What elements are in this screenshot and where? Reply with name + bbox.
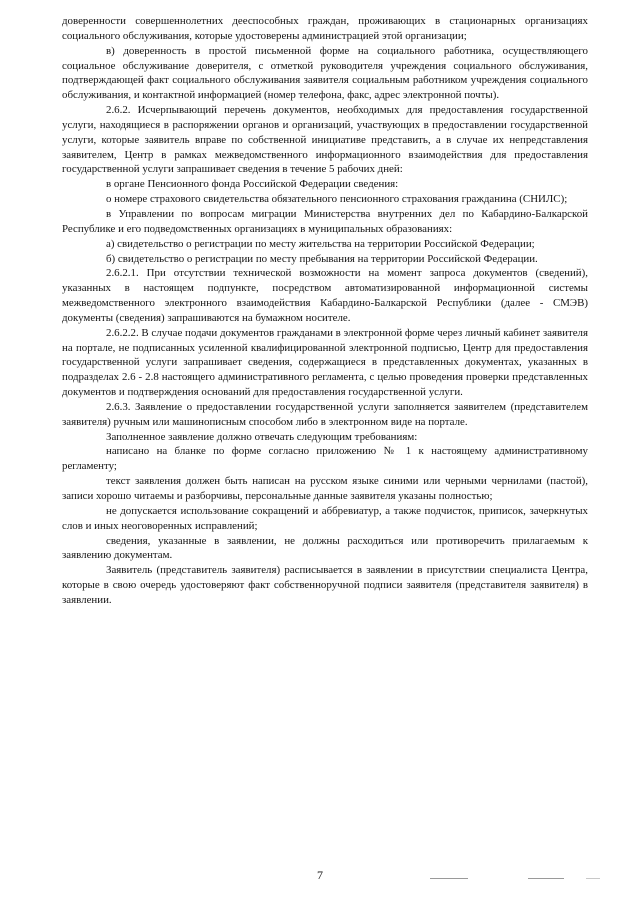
scan-artifact-line [528,878,564,879]
paragraph: б) свидетельство о регистрации по месту пребывания на территории Российской Федерации. [106,252,538,265]
paragraph: 2.6.2. Исчерпывающий перечень документов, необходимых для предоставления государственной услуги, находящиеся в распоряжении органов и организаций, участвующих в предоставлении государственной услуги, которые заявитель вправе по собственной инициативе представить, а в случае их непредставления заявителем, Центр в рамках межведомственного информационного взаимодействия для предоставления государственной услуги запрашивает сведения в течение 5 рабочих дней: [62,104,588,176]
paragraph: не допускается использование сокращений и аббревиатур, а также подчисток, приписок, зачеркнутых слов и иных неоговоренных исправлений; [62,504,588,532]
paragraph: в органе Пенсионного фонда Российской Федерации сведения: [106,178,399,191]
paragraph: доверенности совершеннолетних дееспособных граждан, проживающих в стационарных организациях социального обслуживания, которые удостоверены администрацией этой организации; [62,15,588,42]
document-body [62,14,588,608]
paragraph: 2.6.2.1. При отсутствии технической возможности на момент запроса документов (сведений), указанных в настоящем подпункте, посредством автоматизированной информационной системы межведомственного электронного взаимодействия Кабардино-Балкарской Республики (далее - СМЭВ) документы (сведения) запрашиваются на бумажном носителе. [62,267,588,324]
paragraph: 2.6.3. Заявление о предоставлении государственной услуги заполняется заявителем (представителем заявителя) ручным или машинописным способом либо в электронном виде на портале. [62,400,588,428]
paragraph: Заполненное заявление должно отвечать следующим требованиям: [106,430,418,443]
page-number: 7 [317,868,323,882]
paragraph: о номере страхового свидетельства обязательного пенсионного страхования гражданина (СНИЛС); [106,193,568,206]
scan-artifact-line [586,878,600,879]
paragraph: 2.6.2.2. В случае подачи документов гражданами в электронной форме через личный кабинет заявителя на портале, не подписанных усиленной квалифицированной электронной подписью, Центр для предоставления государственной услуги запрашивает сведения, содержащиеся в представленных документах, указанных в подразделах 2.6 - 2.8 настоящего административного регламента, с целью проведения проверки представленных документов и подтверждения оснований для предоставления государственной услуги. [62,326,588,399]
paragraph: сведения, указанные в заявлении, не должны расходиться или противоречить прилагаемым к заявлению документам. [62,534,588,562]
paragraph: Заявитель (представитель заявителя) расписывается в заявлении в присутствии специалиста Центра, которые в свою очередь удостоверяют факт собственноручной подписи заявителя (представителя заявителя) в заявлении. [62,564,588,606]
scan-artifact-line [430,878,468,879]
paragraph: в Управлении по вопросам миграции Министерства внутренних дел по Кабардино-Балкарской Республике и его подведомственных организациях в муниципальных образованиях: [62,207,588,235]
paragraph: в) доверенность в простой письменной форме на социального работника, осуществляющего социальное обслуживание доверителя, с отметкой руководителя учреждения социального обслуживания, подтверждающей факт социального обслуживания заявителя социальным работником учреждения социального обслуживания, и контактной информацией (номер телефона, факс, адрес электронной почты). [62,44,588,102]
paragraph: текст заявления должен быть написан на русском языке синими или черными чернилами (пастой), записи хорошо читаемы и разборчивы, персональные данные заявителя указаны полностью; [62,475,588,502]
paragraph: а) свидетельство о регистрации по месту жительства на территории Российской Федерации; [106,237,535,250]
paragraph: написано на бланке по форме согласно приложению № 1 к настоящему административному регламенту; [62,445,588,473]
